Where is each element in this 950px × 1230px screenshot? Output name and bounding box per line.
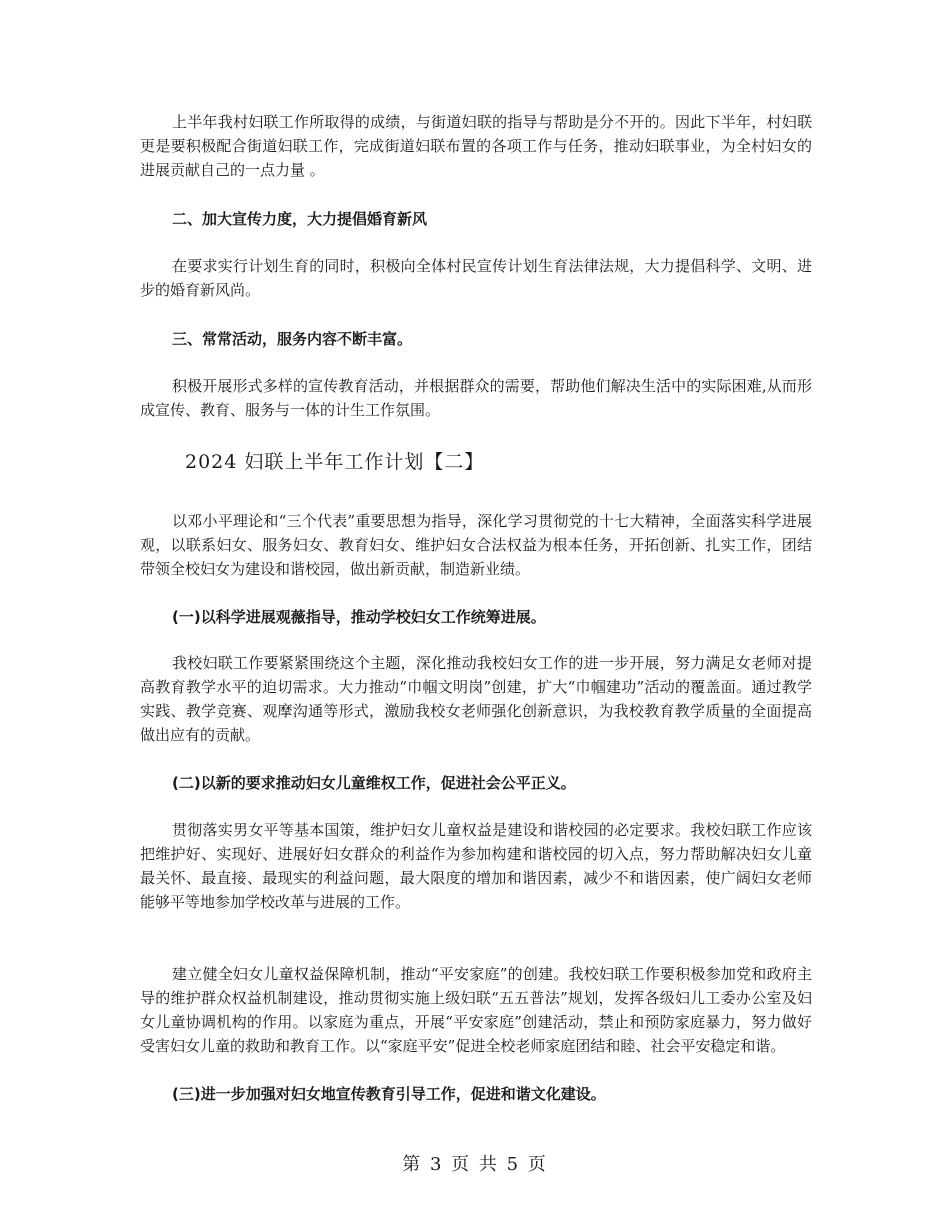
heading-section-one: (一)以科学进展观薇指导，推动学校妇女工作统筹进展。	[172, 608, 546, 626]
page-footer: 第 3 页 共 5 页	[402, 1154, 548, 1175]
paragraph-guiding-thought: 以邓小平理论和“三个代表”重要思想为指导，深化学习贯彻党的十七大精神，全面落实科学进展观，以联系妇女、服务妇女、教育妇女、维护妇女合法权益为根本任务，开拓创新、扎实工作，团结带领全校妇女为建设和谐校园，做出新贡献，制造新业绩。	[140, 512, 812, 578]
paragraph-activities: 积极开展形式多样的宣传教育活动，并根据群众的需要，帮助他们解决生活中的实际困难,从而形成宣传、教育、服务与一体的计生工作氛围。	[140, 377, 812, 419]
heading-activities: 三、常常活动，服务内容不断丰富。	[172, 330, 413, 348]
paragraph-section-two: 贯彻落实男女平等基本国策，维护妇女儿童权益是建设和谐校园的必定要求。我校妇联工作应该把维护好、实现好、进展好妇女群众的利益作为参加构建和谐校园的切入点，努力帮助解决妇女儿童最关怀、最直接、最现实的利益问题，最大限度的增加和谐因素，减少不和谐因素，使广阔妇女老师能够平等地参加学校改革与进展的工作。	[140, 821, 812, 911]
heading-section-two: (二)以新的要求推动妇女儿童维权工作，促进社会公平正义。	[172, 774, 576, 792]
heading-section-three: (三)进一步加强对妇女地宣传教育引导工作，促进和谐文化建设。	[172, 1085, 606, 1103]
paragraph-safe-family: 建立健全妇女儿童权益保障机制，推动“平安家庭”的创建。我校妇联工作要积极参加党和政府主导的维护群众权益机制建设，推动贯彻实施上级妇联“五五普法”规划，发挥各级妇儿工委办公室及妇女儿童协调机构的作用。以家庭为重点，开展“平安家庭”创建活动，禁止和预防家庭暴力，努力做好受害妇女儿童的救助和教育工作。以“家庭平安”促进全校老师家庭团结和睦、社会平安稳定和谐。	[140, 965, 812, 1055]
paragraph-village-summary: 上半年我村妇联工作所取得的成绩，与街道妇联的指导与帮助是分不开的。因此下半年，村妇联更是要积极配合街道妇联工作，完成街道妇联布置的各项工作与任务，推动妇联事业，为全村妇女的进展贡献自己的一点力量 。	[140, 113, 812, 179]
section-title: 2024 妇联上半年工作计划【二】	[185, 451, 485, 473]
heading-propaganda: 二、加大宣传力度，大力提倡婚育新风	[172, 210, 428, 228]
paragraph-propaganda: 在要求实行计划生育的同时，积极向全体村民宣传计划生育法律法规，大力提倡科学、文明、进步的婚育新风尚。	[140, 257, 812, 299]
paragraph-section-one: 我校妇联工作要紧紧围绕这个主题，深化推动我校妇女工作的进一步开展，努力满足女老师对提高教育教学水平的迫切需求。大力推动“巾帼文明岗”创建，扩大“巾帼建功”活动的覆盖面。通过教学实践、教学竞赛、观摩沟通等形式，激励我校女老师强化创新意识，为我校教育教学质量的全面提高做出应有的贡献。	[140, 654, 812, 744]
